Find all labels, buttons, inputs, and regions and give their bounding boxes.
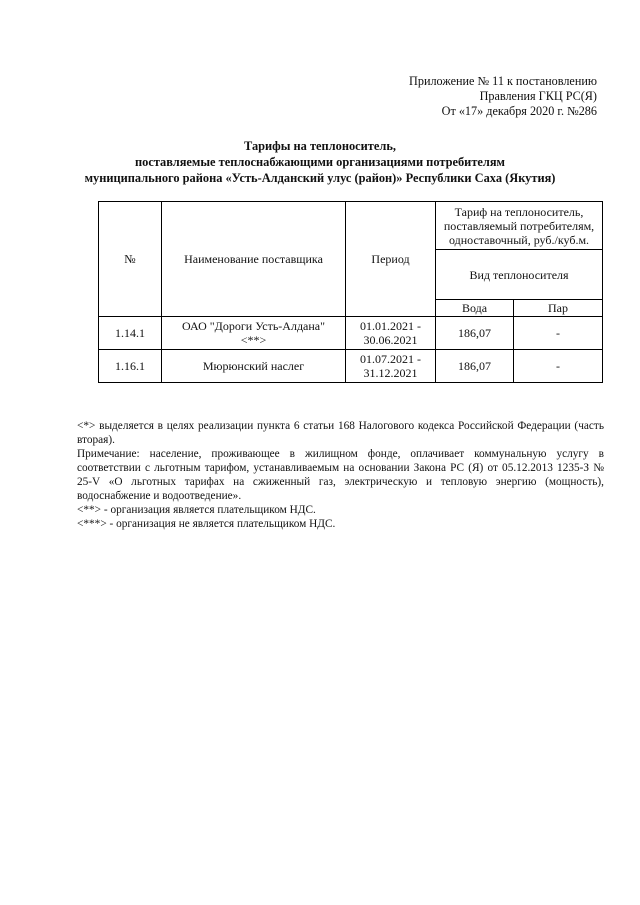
tariff-table bbox=[98, 201, 603, 383]
document-title bbox=[0, 138, 640, 186]
cell-number: 1.16.1 bbox=[99, 350, 162, 383]
period-start: 01.01.2021 - bbox=[360, 319, 421, 333]
cell-period bbox=[346, 350, 436, 383]
footnote-non-vat-payer: <***> - организация не является плательщиком НДС. bbox=[77, 518, 336, 530]
header-water: Вода bbox=[436, 300, 514, 317]
title-line: Тарифы на теплоноситель, bbox=[244, 139, 396, 153]
cell-supplier bbox=[162, 350, 346, 383]
header-number: № bbox=[99, 202, 162, 317]
header-period: Период bbox=[346, 202, 436, 317]
footnote-vat: <*> выделяется в целях реализации пункта 6 статьи 168 Налогового кодекса Российской Федерации (часть вторая). bbox=[77, 420, 604, 446]
appendix-line: Правления ГКЦ РС(Я) bbox=[479, 89, 597, 103]
cell-water: 186,07 bbox=[436, 350, 514, 383]
appendix-line: От «17» декабря 2020 г. №286 bbox=[441, 104, 597, 118]
cell-number: 1.14.1 bbox=[99, 317, 162, 350]
title-line: муниципального района «Усть-Алданский улус (район)» Республики Саха (Якутия) bbox=[84, 171, 556, 185]
header-carrier-type: Вид теплоносителя bbox=[436, 250, 603, 300]
cell-steam: - bbox=[514, 350, 603, 383]
footnote-vat-payer: <**> - организация является плательщиком НДС. bbox=[77, 504, 316, 516]
header-steam: Пар bbox=[514, 300, 603, 317]
supplier-name: ОАО "Дороги Усть-Алдана" bbox=[181, 319, 326, 333]
period-end: 31.12.2021 bbox=[363, 366, 418, 380]
title-line: поставляемые теплоснабжающими организациями потребителям bbox=[134, 155, 505, 169]
appendix-line: Приложение № 11 к постановлению bbox=[409, 74, 597, 88]
cell-period bbox=[346, 317, 436, 350]
header-tariff: Тариф на теплоноситель, поставляемый потребителям, одноставочный, руб./куб.м. bbox=[436, 202, 603, 250]
period-start: 01.07.2021 - bbox=[360, 352, 421, 366]
supplier-note-mark: <**> bbox=[240, 333, 267, 347]
cell-steam: - bbox=[514, 317, 603, 350]
cell-supplier bbox=[162, 317, 346, 350]
appendix-reference bbox=[409, 74, 597, 119]
period-end: 30.06.2021 bbox=[363, 333, 418, 347]
cell-water: 186,07 bbox=[436, 317, 514, 350]
footnotes bbox=[77, 419, 604, 531]
footnote-population-note: Примечание: население, проживающее в жилищном фонде, оплачивает коммунальную услугу в соответствии с льготным тарифом, устанавливаемым на основании Закона РС (Я) от 05.12.2013 1235-З № 25-V «О льготных тарифах на сжиженный газ, электрическую и тепловую энергию (мощность), водоснабжение и водоотведение». bbox=[77, 448, 604, 502]
table-row bbox=[99, 317, 603, 350]
table-row bbox=[99, 350, 603, 383]
header-supplier: Наименование поставщика bbox=[162, 202, 346, 317]
supplier-name: Мюрюнский наслег bbox=[202, 359, 305, 373]
